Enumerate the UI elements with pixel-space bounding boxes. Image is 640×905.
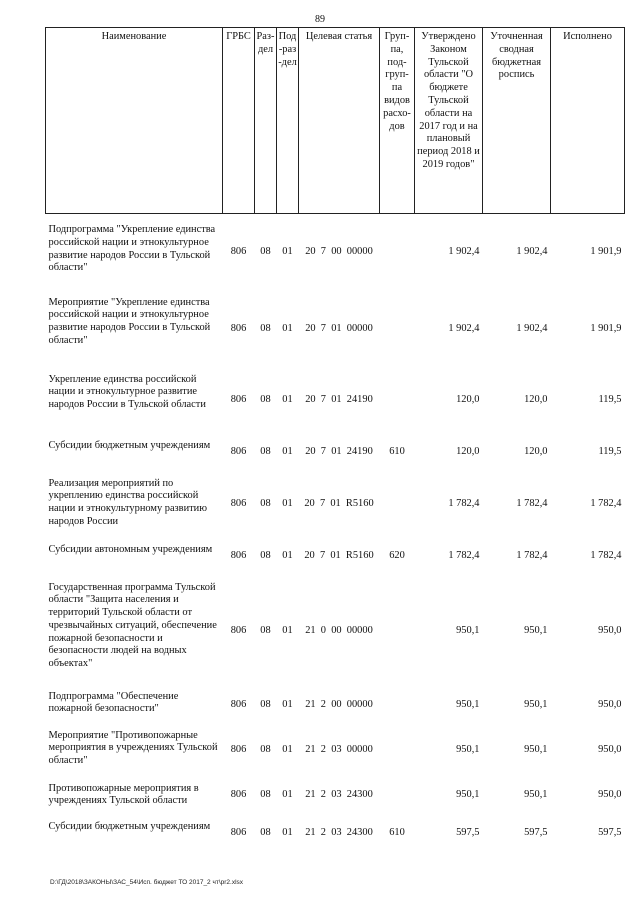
row-grbs: 806 <box>230 698 247 710</box>
row-podrazdel: 01 <box>282 322 293 334</box>
row-gruppa <box>380 472 415 538</box>
header-ispolneno: Исполнено <box>551 28 625 214</box>
table-row <box>46 291 625 368</box>
table-row <box>46 434 625 472</box>
row-refined: 950,1 <box>524 698 548 710</box>
row-podrazdel: 01 <box>282 743 293 755</box>
row-grbs: 806 <box>230 789 247 801</box>
row-razdel: 08 <box>260 789 271 801</box>
row-approved: 950,1 <box>456 789 480 801</box>
header-razdel: Раз-дел <box>255 28 277 214</box>
row-podrazdel: 01 <box>282 624 293 636</box>
row-approved: 120,0 <box>456 446 480 458</box>
row-razdel: 08 <box>260 394 271 406</box>
row-refined: 950,1 <box>524 789 548 801</box>
row-razdel: 08 <box>260 743 271 755</box>
row-approved: 1 902,4 <box>448 322 480 334</box>
row-grbs: 806 <box>230 550 247 562</box>
row-podrazdel: 01 <box>282 498 293 510</box>
row-razdel: 08 <box>260 498 271 510</box>
budget-table <box>45 27 625 853</box>
row-approved: 1 782,4 <box>448 498 480 510</box>
row-executed: 950,0 <box>598 743 622 755</box>
row-refined: 120,0 <box>524 446 548 458</box>
header-podrazdel: Под-раз-дел <box>277 28 299 214</box>
row-approved: 597,5 <box>456 827 480 839</box>
row-approved: 1 902,4 <box>448 245 480 257</box>
table-row <box>46 724 625 777</box>
table-row <box>46 368 625 434</box>
row-approved: 120,0 <box>456 394 480 406</box>
table-row <box>46 472 625 538</box>
row-refined: 950,1 <box>524 624 548 636</box>
row-podrazdel: 01 <box>282 789 293 801</box>
row-podrazdel: 01 <box>282 550 293 562</box>
row-executed: 1 782,4 <box>590 498 622 510</box>
row-executed: 597,5 <box>598 827 622 839</box>
row-refined: 950,1 <box>524 743 548 755</box>
row-gruppa <box>380 687 415 724</box>
header-utverzhdeno: Утверждено Законом Тульской области "О бюджете Тульской области на 2017 год и на плановый период 2018 и 2019 годов" <box>415 28 483 214</box>
row-executed: 950,0 <box>598 789 622 801</box>
row-refined: 120,0 <box>524 394 548 406</box>
row-grbs: 806 <box>230 322 247 334</box>
table-row <box>46 777 625 815</box>
row-gruppa <box>380 724 415 777</box>
row-podrazdel: 01 <box>282 827 293 839</box>
row-name: Государственная программа Тульской области "Защита населения и территорий Тульской области от чрезвычайных ситуаций, обеспечение пожарной безопасности и безопасности людей на водных объектах" <box>48 581 217 670</box>
row-podrazdel: 01 <box>282 394 293 406</box>
row-executed: 950,0 <box>598 624 622 636</box>
header-utochnennaya: Уточненная сводная бюджетная роспись <box>483 28 551 214</box>
row-approved: 950,1 <box>456 698 480 710</box>
row-gruppa <box>380 368 415 434</box>
row-name: Противопожарные мероприятия в учреждениях Тульской области <box>48 782 199 807</box>
header-tselevaya: Целевая статья <box>299 28 380 214</box>
row-name: Мероприятие "Противопожарные мероприятия в учреждениях Тульской области" <box>48 729 218 767</box>
row-gruppa <box>380 214 415 291</box>
row-grbs: 806 <box>230 827 247 839</box>
row-grbs: 806 <box>230 624 247 636</box>
row-tselevaya: 20 7 01 R5160 <box>304 498 374 510</box>
row-gruppa: 620 <box>389 550 405 562</box>
row-name: Подпрограмма "Обеспечение пожарной безопасности" <box>48 690 179 715</box>
row-refined: 1 902,4 <box>516 322 548 334</box>
row-tselevaya: 21 2 03 24300 <box>305 827 373 839</box>
row-name: Субсидии бюджетным учреждениям <box>48 439 211 451</box>
row-razdel: 08 <box>260 322 271 334</box>
row-refined: 1 782,4 <box>516 550 548 562</box>
row-gruppa: 610 <box>389 827 405 839</box>
row-grbs: 806 <box>230 743 247 755</box>
row-refined: 1 782,4 <box>516 498 548 510</box>
row-razdel: 08 <box>260 827 271 839</box>
row-refined: 597,5 <box>524 827 548 839</box>
page-number: 89 <box>315 14 325 25</box>
row-razdel: 08 <box>260 624 271 636</box>
row-grbs: 806 <box>230 394 247 406</box>
row-tselevaya: 21 2 03 24300 <box>305 789 373 801</box>
table-row <box>46 576 625 687</box>
row-name: Реализация мероприятий по укреплению единства российской нации и этнокультурному развитию народов России <box>48 477 207 527</box>
row-executed: 950,0 <box>598 698 622 710</box>
row-tselevaya: 21 2 00 00000 <box>305 698 373 710</box>
row-executed: 1 901,9 <box>590 322 622 334</box>
table-row <box>46 538 625 576</box>
row-tselevaya: 20 7 00 00000 <box>305 245 373 257</box>
row-grbs: 806 <box>230 498 247 510</box>
row-grbs: 806 <box>230 245 247 257</box>
header-row <box>46 28 625 214</box>
row-name: Субсидии автономным учреждениям <box>48 543 213 555</box>
row-executed: 119,5 <box>598 446 622 458</box>
row-tselevaya: 21 0 00 00000 <box>305 624 373 636</box>
table-row <box>46 815 625 853</box>
row-gruppa <box>380 291 415 368</box>
row-podrazdel: 01 <box>282 446 293 458</box>
row-name: Субсидии бюджетным учреждениям <box>48 820 211 832</box>
row-tselevaya: 21 2 03 00000 <box>305 743 373 755</box>
row-razdel: 08 <box>260 698 271 710</box>
row-approved: 950,1 <box>456 624 480 636</box>
row-podrazdel: 01 <box>282 698 293 710</box>
row-executed: 119,5 <box>598 394 622 406</box>
row-refined: 1 902,4 <box>516 245 548 257</box>
row-grbs: 806 <box>230 446 247 458</box>
row-name: Мероприятие "Укрепление единства российской нации и этнокультурное развитие народов России в Тульской области" <box>48 296 211 346</box>
header-gruppa: Груп-па, под-груп-па видов расхо-дов <box>380 28 415 214</box>
table-row <box>46 214 625 291</box>
row-razdel: 08 <box>260 550 271 562</box>
row-podrazdel: 01 <box>282 245 293 257</box>
row-gruppa: 610 <box>389 446 405 458</box>
row-name: Укрепление единства российской нации и этнокультурное развитие народов России в Тульской области <box>48 373 206 411</box>
row-approved: 1 782,4 <box>448 550 480 562</box>
row-tselevaya: 20 7 01 R5160 <box>304 550 374 562</box>
header-grbs: ГРБС <box>223 28 255 214</box>
header-name: Наименование <box>46 28 223 214</box>
row-razdel: 08 <box>260 446 271 458</box>
row-name: Подпрограмма "Укрепление единства российской нации и этнокультурное развитие народов России в Тульской области" <box>48 224 216 274</box>
row-executed: 1 901,9 <box>590 245 622 257</box>
row-tselevaya: 20 7 01 00000 <box>305 322 373 334</box>
row-executed: 1 782,4 <box>590 550 622 562</box>
row-gruppa <box>380 777 415 815</box>
row-tselevaya: 20 7 01 24190 <box>305 394 373 406</box>
row-tselevaya: 20 7 01 24190 <box>305 446 373 458</box>
row-approved: 950,1 <box>456 743 480 755</box>
table-row <box>46 687 625 724</box>
row-gruppa <box>380 576 415 687</box>
file-path-footer: D:\ГД\2018\ЗАКОНЫ\ЗАС_54\Исп. бюджет ТО 2017_2 чт\pr2.xlsx <box>50 879 244 886</box>
row-razdel: 08 <box>260 245 271 257</box>
